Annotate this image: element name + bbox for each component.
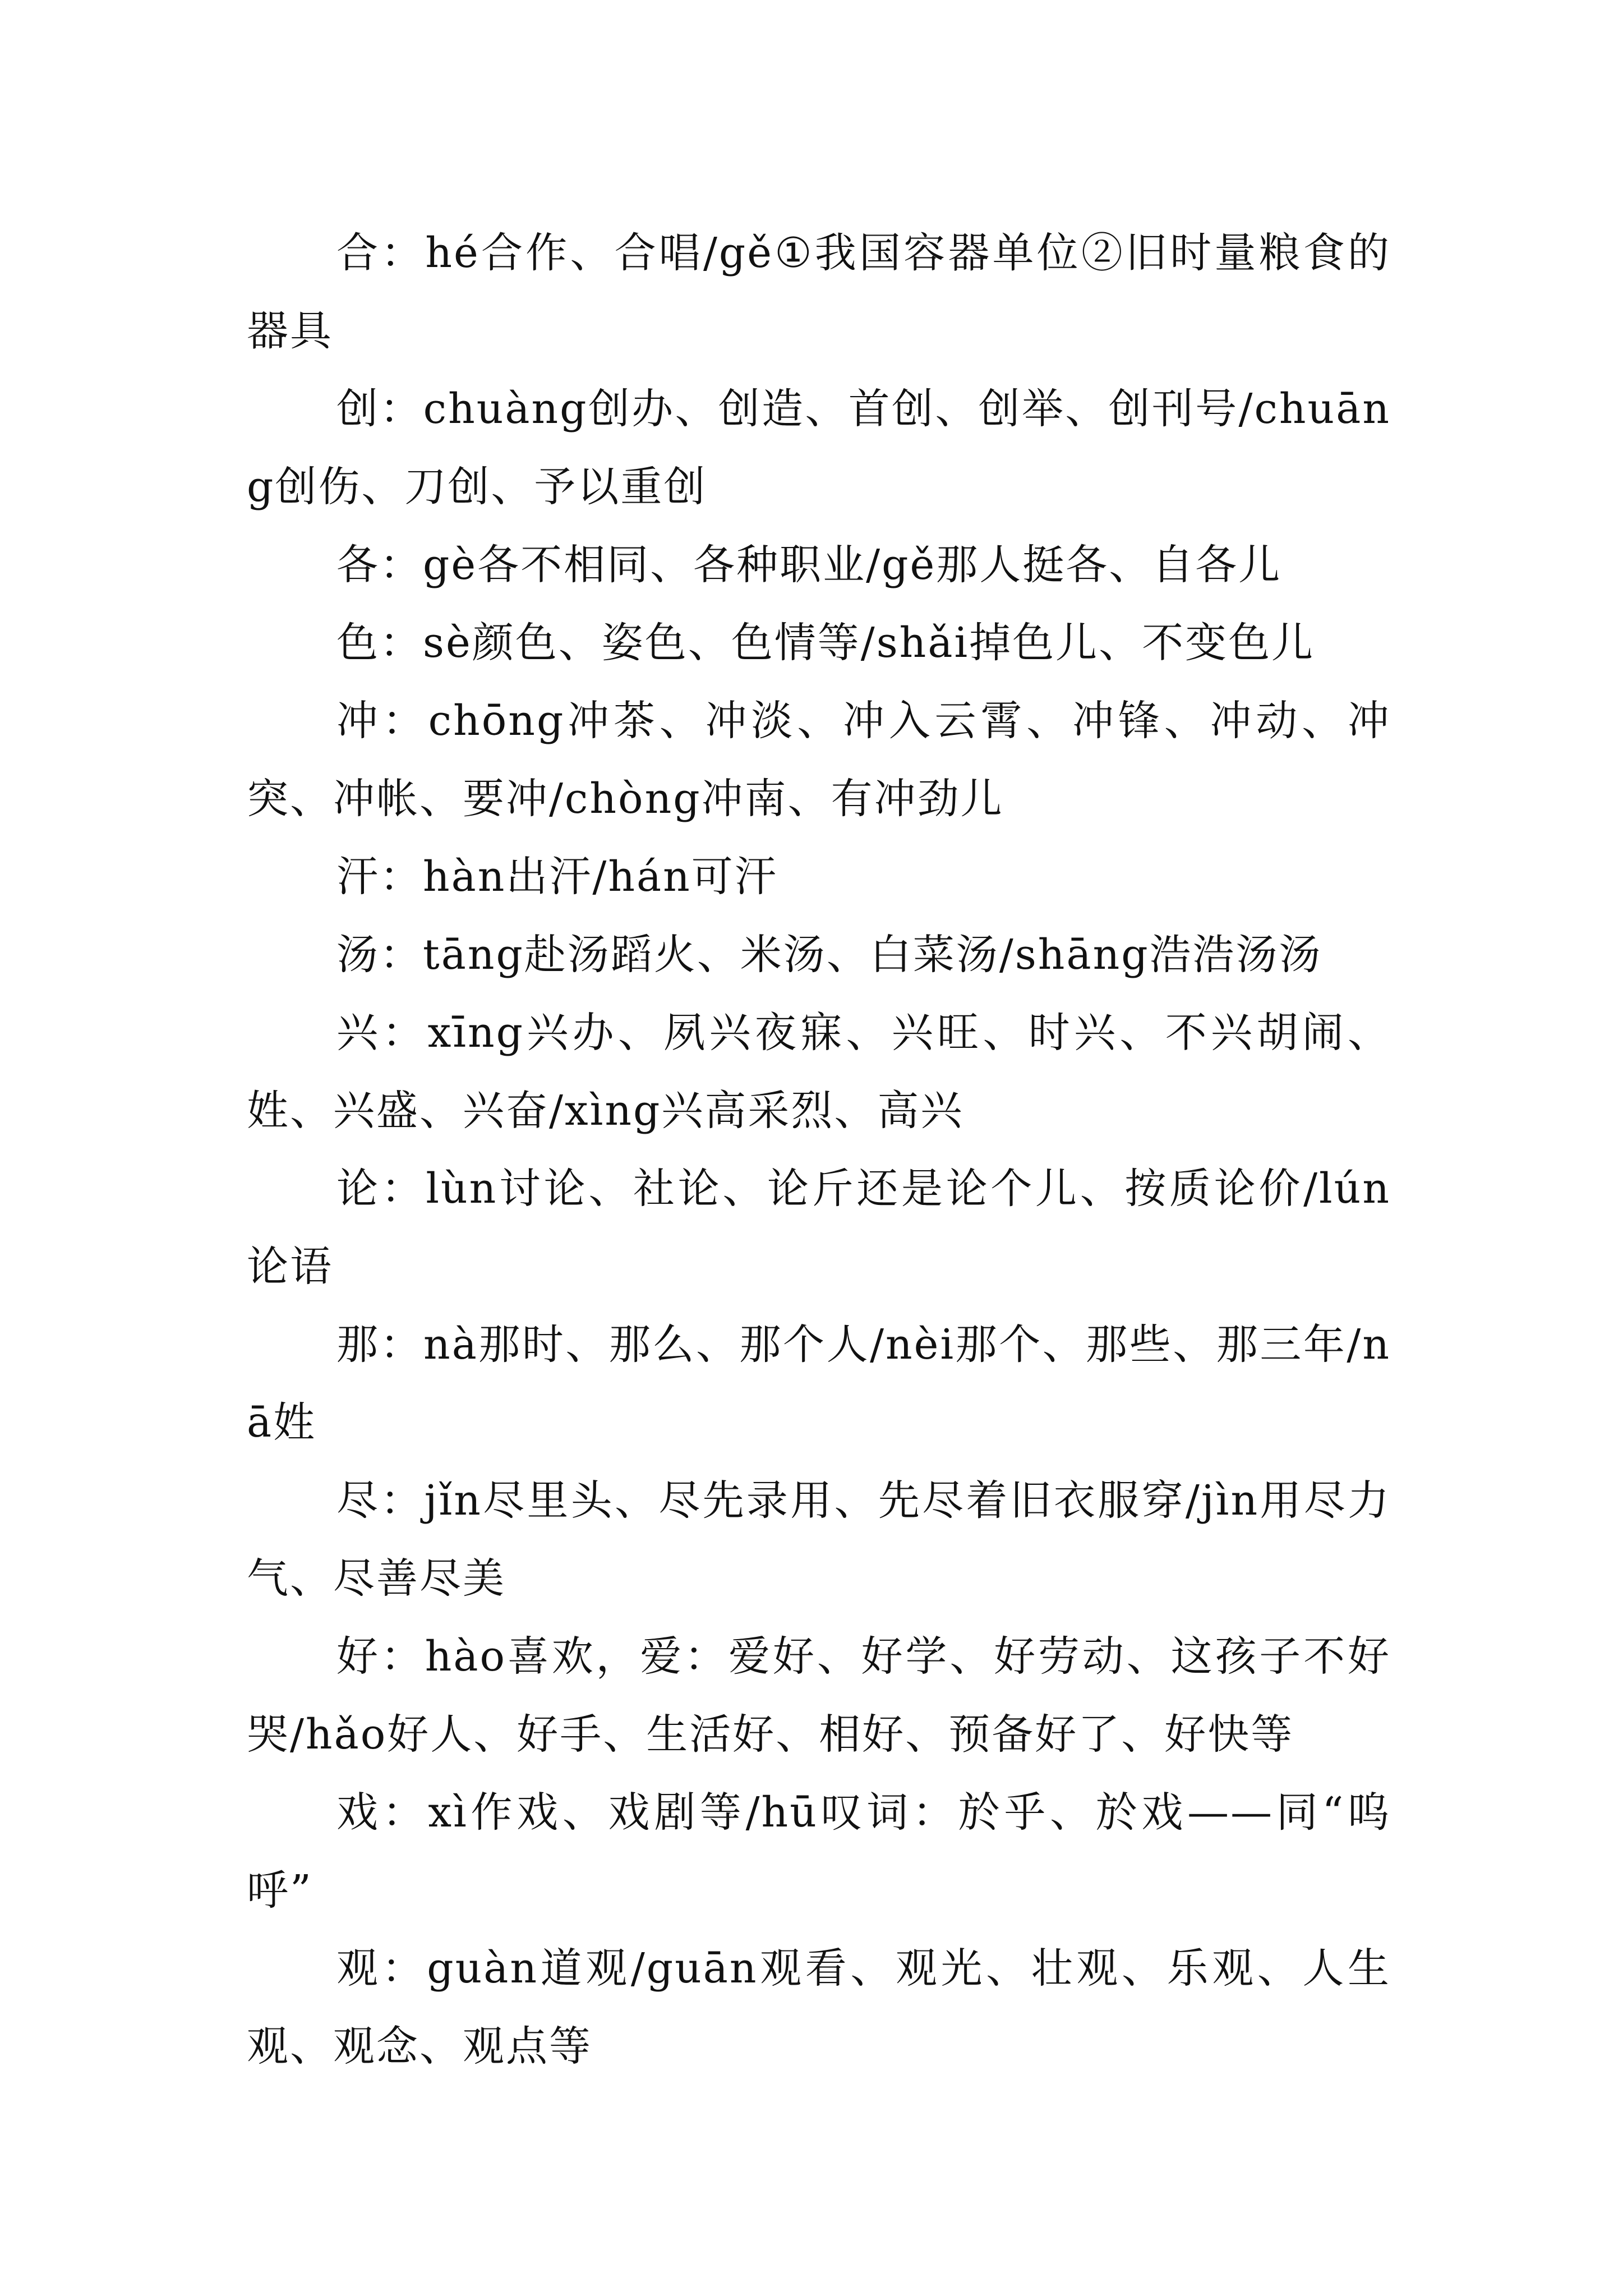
entry-xi: 戏：xì作戏、戏剧等/hū叹词：於乎、於戏——同“呜呼” xyxy=(247,1788,1391,1915)
entry-tang: 汤：tāng赴汤蹈火、米汤、白菜汤/shāng浩浩汤汤 xyxy=(336,931,1322,979)
entry-guan: 观：guàn道观/guān观看、观光、壮观、乐观、人生观、观念、观点等 xyxy=(247,1944,1391,2070)
entry-jin: 尽：jǐn尽里头、尽先录用、先尽着旧衣服穿/jìn用尽力气、尽善尽美 xyxy=(247,1476,1391,1603)
entry-he: 合：hé合作、合唱/gě①我国容器单位②旧时量粮食的器具 xyxy=(247,229,1391,355)
entry-xing: 兴：xīng兴办、夙兴夜寐、兴旺、时兴、不兴胡闹、姓、兴盛、兴奋/xìng兴高采烈、高兴 xyxy=(247,1009,1391,1135)
entry-se: 色：sè颜色、姿色、色情等/shǎi掉色儿、不变色儿 xyxy=(336,619,1315,667)
document-page xyxy=(247,214,1391,2086)
entry-ge: 各：gè各不相同、各种职业/gě那人挺各、自各儿 xyxy=(336,541,1282,589)
entry-chong: 冲：chōng冲茶、冲淡、冲入云霄、冲锋、冲动、冲突、冲帐、要冲/chòng冲南、有冲劲儿 xyxy=(247,697,1391,823)
entry-chuang: 创：chuàng创办、创造、首创、创举、创刊号/chuāng创伤、刀创、予以重创 xyxy=(247,385,1391,511)
entry-lun: 论：lùn讨论、社论、论斤还是论个儿、按质论价/lún论语 xyxy=(247,1165,1391,1291)
entry-na: 那：nà那时、那么、那个人/nèi那个、那些、那三年/nā姓 xyxy=(247,1320,1391,1447)
entry-hao: 好：hào喜欢，爱：爱好、好学、好劳动、这孩子不好哭/hǎo好人、好手、生活好、相好、预备好了、好快等 xyxy=(247,1632,1391,1759)
entry-han: 汗：hàn出汗/hán可汗 xyxy=(336,853,778,901)
